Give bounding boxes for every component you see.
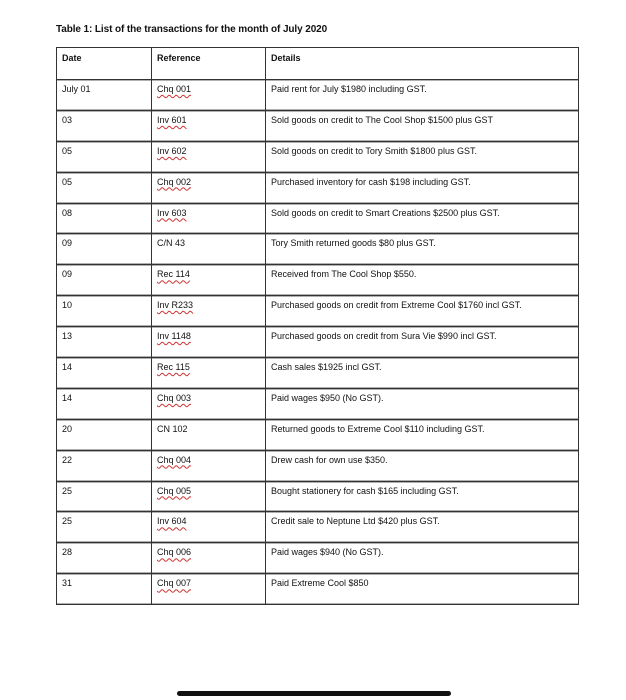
- date-cell-text: 20: [62, 423, 73, 434]
- details-cell-text: Credit sale to Neptune Ltd $420 plus GST.: [271, 516, 440, 527]
- table-row: [57, 481, 579, 512]
- table-row: [57, 388, 579, 419]
- reference-cell: [152, 110, 266, 141]
- details-cell-text: Purchased inventory for cash $198 including GST.: [271, 176, 471, 187]
- reference-cell: [152, 574, 266, 605]
- details-cell-text: Purchased goods on credit from Extreme Cool $1760 incl GST.: [271, 300, 522, 311]
- details-cell: [266, 481, 579, 512]
- details-cell: [266, 172, 579, 203]
- date-cell: [57, 141, 152, 172]
- details-cell-text: Bought stationery for cash $165 including GST.: [271, 485, 459, 496]
- header-date: Date: [57, 48, 152, 80]
- reference-cell: [152, 203, 266, 234]
- reference-cell-text: Rec 115: [157, 362, 190, 373]
- reference-cell-text: Chq 006: [157, 547, 192, 558]
- reference-cell-text: Chq 005: [157, 485, 192, 496]
- date-cell: [57, 450, 152, 481]
- table-caption: Table 1: List of the transactions for the month of July 2020: [56, 24, 328, 35]
- reference-cell: [152, 141, 266, 172]
- reference-cell: [152, 388, 266, 419]
- details-cell: [266, 388, 579, 419]
- reference-cell-text: Inv 604: [157, 516, 187, 527]
- reference-cell-text: Rec 114: [157, 269, 190, 280]
- table-row: [57, 80, 579, 111]
- details-cell-text: Sold goods on credit to Smart Creations $2500 plus GST.: [271, 207, 500, 218]
- reference-cell-text: Chq 001: [157, 84, 192, 94]
- date-cell: [57, 574, 152, 605]
- details-cell: [266, 141, 579, 172]
- date-cell-text: 25: [62, 516, 73, 527]
- table-row: [57, 450, 579, 481]
- details-cell: [266, 450, 579, 481]
- details-cell-text: Returned goods to Extreme Cool $110 including GST.: [271, 423, 485, 434]
- reference-cell: [152, 296, 266, 327]
- date-cell-text: 14: [62, 362, 73, 373]
- details-cell: [266, 234, 579, 265]
- table-row: [57, 419, 579, 450]
- reference-cell: [152, 265, 266, 296]
- date-cell: [57, 327, 152, 358]
- date-cell: [57, 358, 152, 389]
- reference-cell: [152, 543, 266, 574]
- reference-cell: [152, 234, 266, 265]
- reference-cell: [152, 450, 266, 481]
- date-cell-text: 13: [62, 331, 73, 342]
- table-row: [57, 265, 579, 296]
- details-cell: [266, 543, 579, 574]
- details-cell: [266, 265, 579, 296]
- details-cell: [266, 203, 579, 234]
- details-cell: [266, 419, 579, 450]
- details-cell-text: Cash sales $1925 incl GST.: [271, 362, 382, 373]
- reference-cell: [152, 512, 266, 543]
- date-cell-text: 08: [62, 207, 73, 218]
- details-cell: [266, 296, 579, 327]
- date-cell: [57, 512, 152, 543]
- date-cell: [57, 172, 152, 203]
- table-row: [57, 512, 579, 543]
- reference-cell: [152, 172, 266, 203]
- date-cell: [57, 296, 152, 327]
- reference-cell-text: Chq 004: [157, 454, 192, 465]
- reference-cell: [152, 327, 266, 358]
- reference-cell-text: Inv 603: [157, 207, 187, 218]
- date-cell-text: 10: [62, 300, 73, 311]
- date-cell: [57, 481, 152, 512]
- table-row: [57, 141, 579, 172]
- reference-cell-text: Chq 007: [157, 578, 192, 589]
- table-row: [57, 110, 579, 141]
- details-cell: [266, 512, 579, 543]
- table-row: [57, 203, 579, 234]
- reference-cell-text: Inv 601: [157, 114, 187, 125]
- reference-cell-text: CN 102: [157, 423, 188, 434]
- details-cell-text: Paid wages $950 (No GST).: [271, 392, 384, 403]
- table-row: [57, 574, 579, 605]
- date-cell: [57, 110, 152, 141]
- details-cell-text: Sold goods on credit to The Cool Shop $1500 plus GST: [271, 114, 493, 125]
- date-cell-text: 05: [62, 176, 73, 187]
- table-row: [57, 543, 579, 574]
- details-cell: [266, 327, 579, 358]
- details-cell-text: Sold goods on credit to Tory Smith $1800 plus GST.: [271, 145, 477, 156]
- reference-cell-text: C/N 43: [157, 238, 186, 249]
- home-indicator: [177, 691, 451, 696]
- reference-cell-text: Inv 1148: [157, 331, 191, 342]
- date-cell: [57, 265, 152, 296]
- transactions-table: [56, 47, 579, 605]
- reference-cell: [152, 481, 266, 512]
- table-body: [57, 80, 579, 605]
- date-cell: [57, 388, 152, 419]
- reference-cell-text: Inv 602: [157, 145, 187, 156]
- date-cell: [57, 234, 152, 265]
- details-cell: [266, 80, 579, 111]
- details-cell-text: Paid wages $940 (No GST).: [271, 547, 384, 558]
- date-cell-text: 22: [62, 454, 73, 465]
- reference-cell-text: Inv R233: [157, 300, 194, 311]
- date-cell: [57, 419, 152, 450]
- details-cell: [266, 358, 579, 389]
- details-cell-text: Tory Smith returned goods $80 plus GST.: [271, 238, 436, 249]
- reference-cell: [152, 419, 266, 450]
- date-cell: [57, 543, 152, 574]
- reference-cell: [152, 80, 266, 111]
- table-header-row: [57, 48, 579, 80]
- date-cell-text: 28: [62, 547, 73, 558]
- date-cell: [57, 203, 152, 234]
- table-row: [57, 234, 579, 265]
- reference-cell: [152, 358, 266, 389]
- date-cell-text: 31: [62, 578, 73, 589]
- table-row: [57, 172, 579, 203]
- table-row: [57, 358, 579, 389]
- details-cell-text: Received from The Cool Shop $550.: [271, 269, 417, 280]
- details-cell-text: Purchased goods on credit from Sura Vie $990 incl GST.: [271, 331, 497, 342]
- date-cell-text: 03: [62, 114, 73, 125]
- header-details: Details: [266, 48, 579, 80]
- date-cell-text: 05: [62, 145, 73, 156]
- reference-cell-text: Chq 002: [157, 176, 192, 187]
- date-cell-text: 14: [62, 392, 73, 403]
- table-row: [57, 296, 579, 327]
- header-reference: Reference: [152, 48, 266, 80]
- date-cell-text: 25: [62, 485, 73, 496]
- date-cell-text: July 01: [62, 84, 91, 94]
- reference-cell-text: Chq 003: [157, 392, 192, 403]
- date-cell-text: 09: [62, 238, 73, 249]
- details-cell-text: Drew cash for own use $350.: [271, 454, 388, 465]
- date-cell: [57, 80, 152, 111]
- details-cell: [266, 110, 579, 141]
- table-row: [57, 327, 579, 358]
- date-cell-text: 09: [62, 269, 73, 280]
- details-cell-text: Paid rent for July $1980 including GST.: [271, 84, 427, 94]
- details-cell: [266, 574, 579, 605]
- details-cell-text: Paid Extreme Cool $850: [271, 578, 369, 589]
